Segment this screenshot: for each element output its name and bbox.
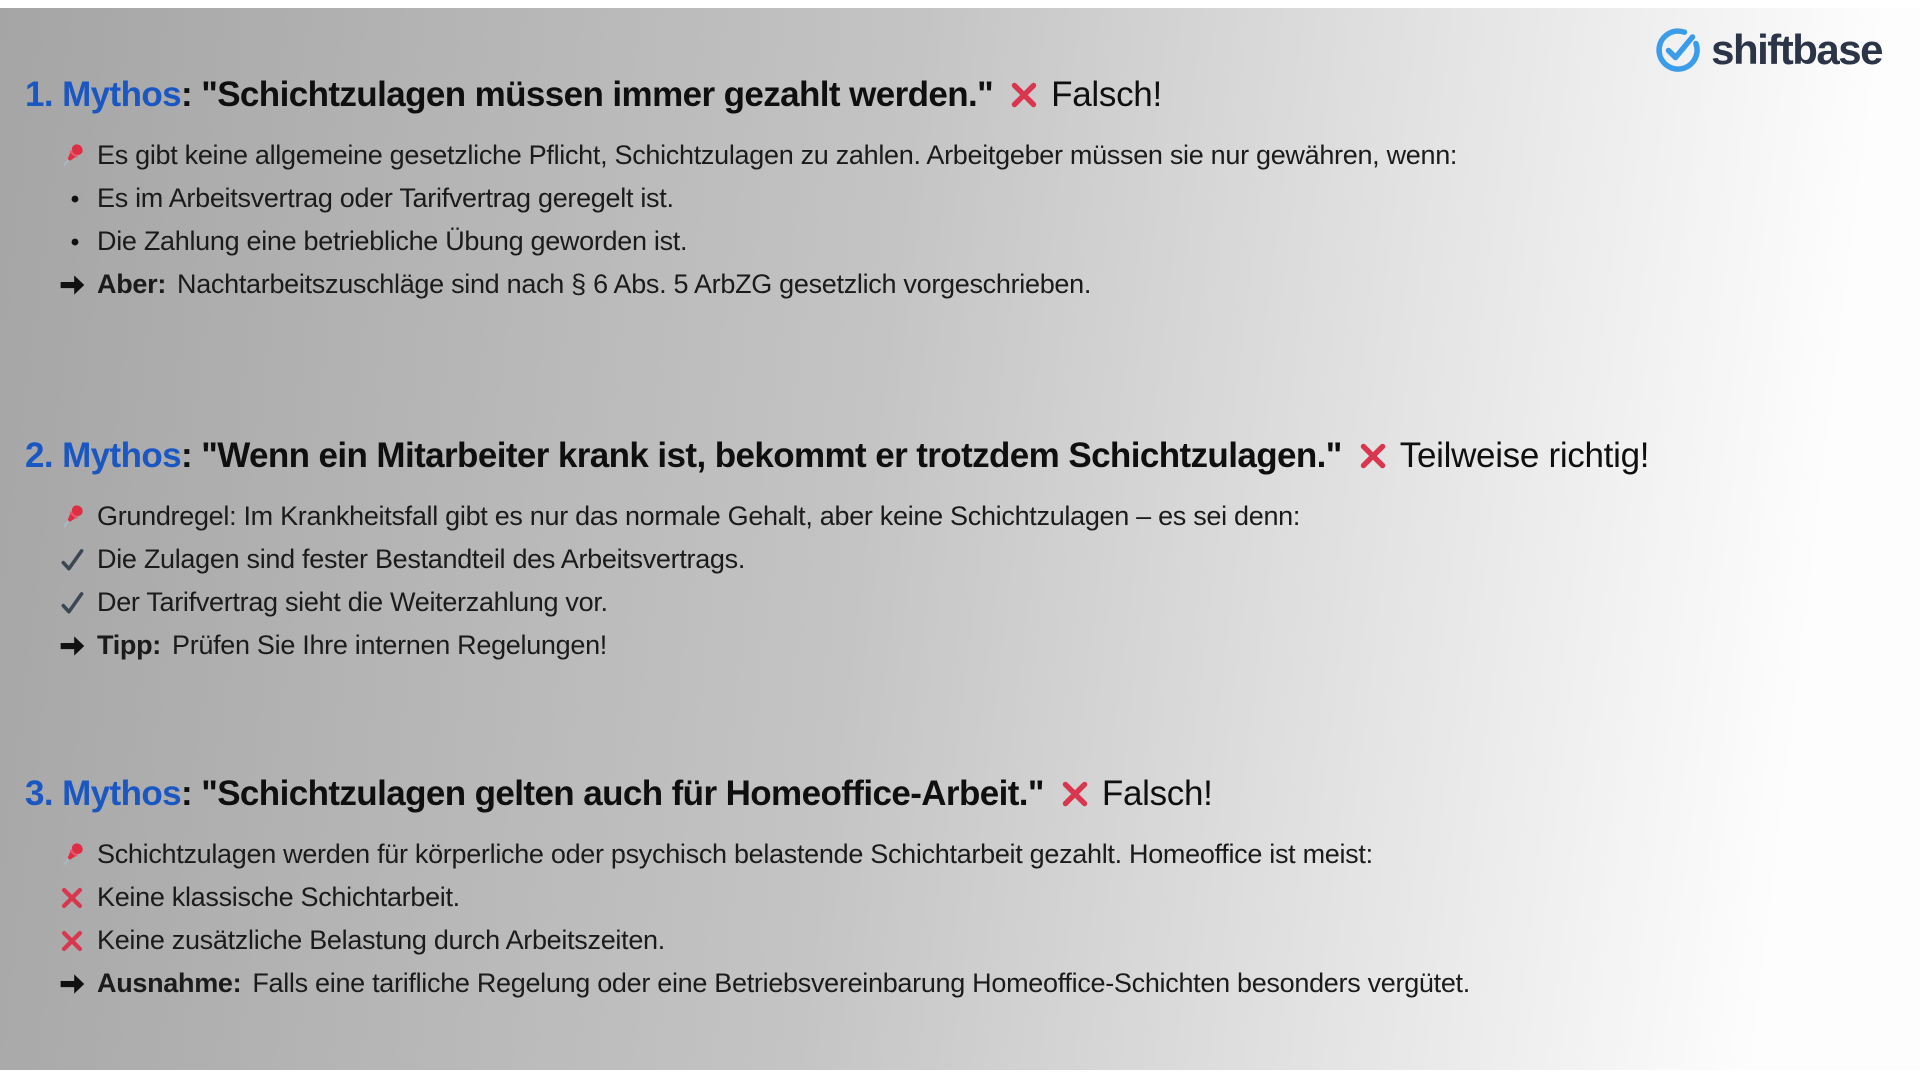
cross-icon	[58, 884, 86, 912]
cross-icon	[1007, 78, 1041, 112]
shiftbase-logo	[1654, 26, 1882, 74]
list-item-text: Die Zahlung eine betriebliche Übung geworden ist.	[97, 226, 688, 256]
myth-1-number: 1. Mythos	[25, 75, 182, 114]
list-item-text: Nachtarbeitszuschläge sind nach § 6 Abs. 5 ArbZG gesetzlich vorgeschrieben.	[177, 269, 1092, 299]
list-item	[0, 919, 1920, 962]
list-item-lead: Aber:	[97, 269, 167, 299]
list-item	[0, 876, 1920, 919]
myth-3-verdict: Falsch!	[1101, 774, 1213, 813]
pushpin-icon	[58, 142, 86, 170]
arrow-right-icon	[58, 970, 86, 998]
list-item	[0, 177, 1920, 220]
checkmark-icon	[58, 546, 86, 574]
list-item-lead: Ausnahme:	[97, 968, 242, 998]
arrow-right-icon	[58, 271, 86, 299]
list-item-text: Der Tarifvertrag sieht die Weiterzahlung vor.	[97, 587, 608, 617]
list-item-text: Falls eine tarifliche Regelung oder eine Betriebsvereinbarung Homeoffice-Schichten besonders vergütet.	[252, 968, 1470, 998]
list-item-text: Es im Arbeitsvertrag oder Tarifvertrag geregelt ist.	[97, 183, 674, 213]
list-item-text: Keine zusätzliche Belastung durch Arbeitszeiten.	[97, 925, 665, 955]
myth-3-heading	[25, 773, 1920, 815]
list-item	[0, 581, 1920, 624]
myth-2-number: 2. Mythos	[25, 436, 182, 475]
list-item-text: Keine klassische Schichtarbeit.	[97, 882, 460, 912]
list-item-lead: Tipp:	[97, 630, 161, 660]
list-item	[0, 833, 1920, 876]
arrow-right-icon	[58, 632, 86, 660]
list-item	[0, 538, 1920, 581]
bullet-icon	[64, 231, 86, 253]
list-item	[0, 962, 1920, 1005]
myth-1-claim: : "Schichtzulagen müssen immer gezahlt werden."	[181, 75, 994, 114]
bullet-icon	[64, 188, 86, 210]
cross-icon	[58, 927, 86, 955]
myth-2-details	[0, 495, 1920, 667]
pushpin-icon	[58, 503, 86, 531]
list-item-text: Es gibt keine allgemeine gesetzliche Pflicht, Schichtzulagen zu zahlen. Arbeitgeber müssen sie nur gewähren, wenn:	[97, 140, 1458, 170]
myth-1-details	[0, 134, 1920, 306]
list-item-text: Die Zulagen sind fester Bestandteil des Arbeitsvertrags.	[97, 544, 746, 574]
cross-icon	[1058, 777, 1092, 811]
myth-1-heading	[25, 74, 1920, 116]
list-item	[0, 134, 1920, 177]
list-item	[0, 495, 1920, 538]
list-item	[0, 624, 1920, 667]
myth-2-claim: : "Wenn ein Mitarbeiter krank ist, bekommt er trotzdem Schichtzulagen."	[181, 436, 1342, 475]
logo-wordmark: shiftbase	[1711, 26, 1882, 73]
list-item-text: Prüfen Sie Ihre internen Regelungen!	[171, 630, 607, 660]
list-item-text: Grundregel: Im Krankheitsfall gibt es nur das normale Gehalt, aber keine Schichtzulagen – es sei denn:	[97, 501, 1301, 531]
myth-3-details	[0, 833, 1920, 1005]
list-item-text: Schichtzulagen werden für körperliche oder psychisch belastende Schichtarbeit gezahlt. Homeoffice ist meist:	[97, 839, 1373, 869]
slide-background	[0, 8, 1920, 1070]
myth-3-claim: : "Schichtzulagen gelten auch für Homeoffice-Arbeit."	[181, 774, 1044, 813]
list-item	[0, 263, 1920, 306]
myth-2-verdict: Teilweise richtig!	[1399, 436, 1650, 475]
clock-check-icon	[1654, 26, 1702, 74]
myth-2-heading	[25, 435, 1920, 477]
pushpin-icon	[58, 841, 86, 869]
cross-icon	[1356, 439, 1390, 473]
list-item	[0, 220, 1920, 263]
checkmark-icon	[58, 589, 86, 617]
myth-1-verdict: Falsch!	[1051, 75, 1162, 114]
myth-3-number: 3. Mythos	[25, 774, 182, 813]
